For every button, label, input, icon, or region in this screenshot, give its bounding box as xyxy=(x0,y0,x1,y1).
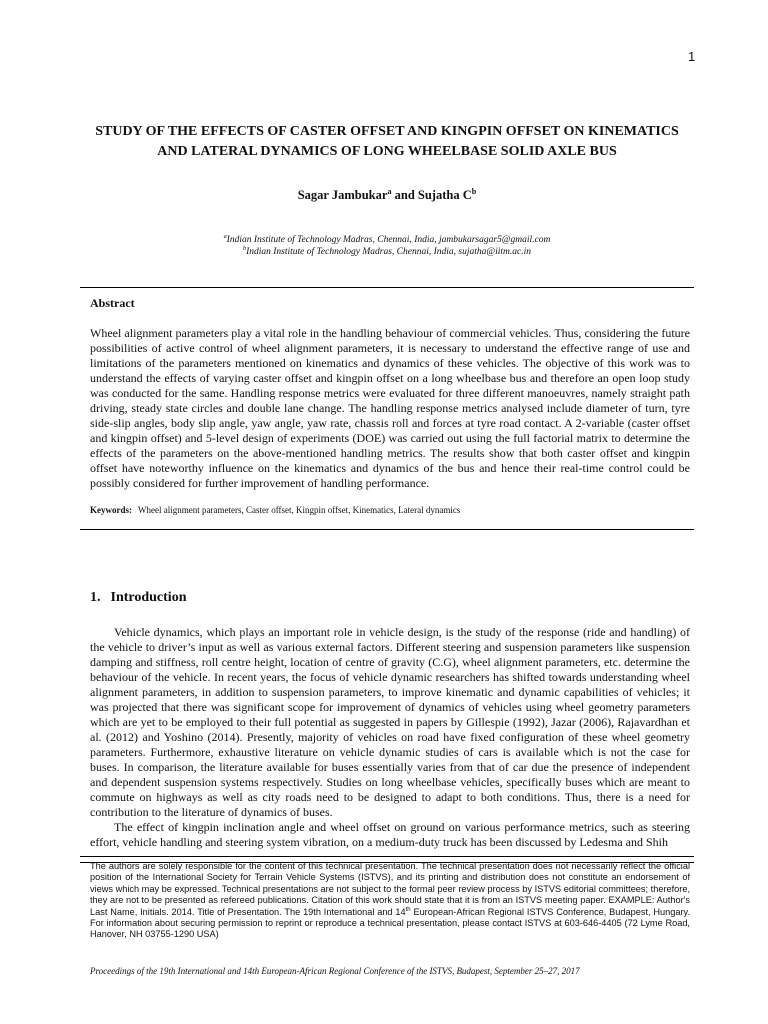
keywords xyxy=(90,505,690,515)
author-joiner: and xyxy=(391,188,418,202)
paper-title: STUDY OF THE EFFECTS OF CASTER OFFSET AND KINGPIN OFFSET ON KINEMATICS AND LATERAL DYNAMICS OF LONG WHEELBASE SOLID AXLE BUS xyxy=(95,124,679,159)
affiliation-text: Indian Institute of Technology Madras, Chennai, India, jambukarsagar5@gmail.com xyxy=(226,235,551,245)
affiliation-marker: b xyxy=(242,245,247,252)
author-name: Sagar Jambukar xyxy=(297,188,388,202)
paragraph: Vehicle dynamics, which plays an important role in vehicle design, is the study of the response (ride and handling) of the vehicle to driver’s input as well as various external factors. Different steering and suspension parameters like suspension damping and stiffness, roll centre height, location of centre of gravity (C.G), wheel alignment parameters, etc. determine the behaviour of the vehicle. In recent years, the focus of vehicle dynamic researchers has shifted towards understanding wheel alignment parameters, in addition to suspension parameters, to improve kinematic and dynamic capabilities of vehicles; it was projected that there was significant scope for improvement of dynamics of vehicles using wheel geometry parameters which are yet to be employed to their full potential as suggested in papers by Gillespie (1992), Jazar (2006), Rajavardhan et al. (2012) and Yoshino (2014). Presently, majority of vehicles on road have fixed configuration of these wheel geometry parameters. Furthermore, exhaustive literature on vehicle dynamic studies of cars is available which is not the case for buses. In comparison, the literature available for buses essentially varies from that of car due the presence of independent and dependent suspension systems respectively. Studies on long wheelbase vehicles, specifically buses which are meant to commute on highways as well as city roads need to be designed to adapt to both conditions. Thus, there is a need for contribution to the literature of dynamics of buses. xyxy=(90,625,690,819)
abstract-body: Wheel alignment parameters play a vital role in the handling behaviour of commercial vehicles. Thus, considering the future possibilities of active control of wheel alignment parameters, it is necessary to understand the effective range of use and limitations of the parameters mentioned on kinematics and dynamics of these vehicles. The objective of this work was to understand the effects of varying caster offset and kingpin offset on a long wheelbase bus and therefore an open loop study was conducted for the same. Handling response metrics were evaluated for three different manoeuvres, namely straight path driving, steady state circles and double lane change. The handling response metrics analysed include diameter of turn, tyre side-slip angles, body slip angle, yaw angle, yaw rate, chassis roll and forces at tyre road contact. A 2-variable (caster offset and kingpin offset) and 5-level design of experiments (DOE) was carried out using the full factorial matrix to determine the effects of the parameters on the above-mentioned handling metrics. The results show that both caster offset and kingpin offset have noteworthy influence on the kinematics and dynamics of the bus and hence their real-time control could be possibly considered for further improvement of handling performance. xyxy=(90,326,690,490)
divider xyxy=(80,529,694,530)
footnote-text: The authors are solely responsible for the content of this technical presentation. The technical presentation does not necessarily reflect the official position of the International Society for Terrain Vehicle Systems (ISTVS), and its printing and distribution does not constitute an endorsement of views which may be expressed. Technical presentations are not subject to the formal peer review process by ISTVS editorial committees; therefore, they are not to be presented as refereed publications. Citation of this work should state that it is from an ISTVS meeting paper. EXAMPLE: Author's Last Name, Initials. 2014. Title of Presentation. The 19th International and 14 xyxy=(90,861,690,917)
affiliation-marker: a xyxy=(223,233,227,240)
author-line xyxy=(80,188,694,203)
footnote-superscript: th xyxy=(405,906,411,913)
affiliation-marker: b xyxy=(471,186,477,196)
divider xyxy=(80,856,694,857)
affiliation-text: Indian Institute of Technology Madras, Chennai, India, sujatha@iitm.ac.in xyxy=(246,247,531,257)
paragraph: The effect of kingpin inclination angle and wheel offset on ground on various performance metrics, such as steering effort, vehicle handling and steering system vibration, on a medium-duty truck has been discussed by Ledesma and Shih xyxy=(90,820,690,849)
affiliation-marker: a xyxy=(387,186,392,196)
footnote xyxy=(90,861,690,941)
proceedings-line: Proceedings of the 19th International and 14th European-African Regional Conference of the ISTVS, Budapest, September 25–27, 2017 xyxy=(90,966,580,976)
abstract-heading: Abstract xyxy=(90,296,135,310)
keywords-label: Keywords: xyxy=(90,505,132,515)
author-name: Sujatha C xyxy=(417,188,472,202)
keywords-text: Wheel alignment parameters, Caster offset, Kingpin offset, Kinematics, Lateral dynamics xyxy=(138,505,461,515)
section-heading xyxy=(90,590,186,606)
page-number: 1 xyxy=(688,49,696,64)
section-title: Introduction xyxy=(110,590,187,605)
section-body xyxy=(90,625,690,850)
footnote-text: European-African Regional ISTVS Conference, Budapest, Hungary. For information about securing permission to reprint or reproduce a technical presentation, please contact ISTVS at 603-646-4405 (72 Lyme Road, Hanover, NH 03755-1290 USA) xyxy=(90,906,690,940)
divider xyxy=(80,287,694,288)
affiliation xyxy=(80,234,694,246)
section-number: 1. xyxy=(90,590,101,605)
affiliation xyxy=(80,246,694,258)
